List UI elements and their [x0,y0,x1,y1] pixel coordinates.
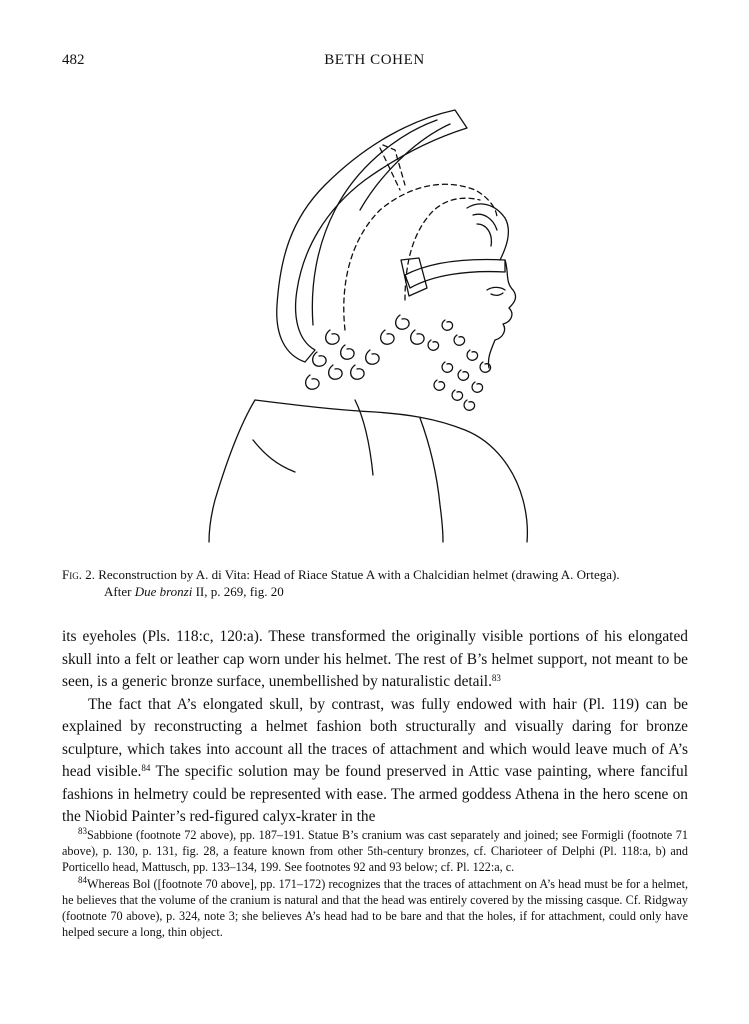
paragraph-2 [62,694,688,829]
footnote-text: Whereas Bol ([footnote 70 above], pp. 171–172) recognizes that the traces of attachment on A’s head must be for a helmet, he believes that the volume of the cranium is natural and that the head was entirely covered by the missing casque. Cf. Ridgway (footnote 70 above), p. 324, note 3; she believes A’s head had to be bare and that the holes, if for attachment, could only have helped secure a long, thin object. [62,876,688,940]
arm-fold [253,440,295,472]
back-outline [255,400,527,542]
footnote-83 [62,827,688,876]
footnote-ref-84[interactable]: 84 [141,763,151,773]
caption-post: II, p. 269, fig. 20 [192,584,284,599]
caption-pre: After [104,584,135,599]
back-muscle [420,418,443,542]
page-number: 482 [62,52,85,68]
footnotes [62,827,688,940]
hair-curls [306,315,424,389]
helmet-crest-inner [312,120,437,325]
footnote-84 [62,876,688,941]
running-head: BETH COHEN [324,52,425,68]
beard-curls [428,320,491,410]
crown-hair [467,204,508,260]
helmet-crest-outline [277,110,467,362]
paragraph-2-text-a: The fact that A’s elongated skull, by contrast, was fully endowed with hair (Pl. 119) can be explained by reconstructing a helmet fashion both structurally and visually daring for bronze sculpture, which takes into account all the traces of attachment and which would leave much of A’s head visible. [62,695,688,780]
footnote-number: 84 [78,874,87,885]
paragraph-2-text-b: The specific solution may be found preserved in Attic vase painting, where fanciful fashions in helmetry could be represented with ease. The armed goddess Athena in the hero scene on the Niobid Painter’s red-figured calyx-krater in the [62,763,688,825]
caption-text-line2 [62,583,702,600]
face-profile [488,260,515,368]
caption-text-line1: Reconstruction by A. di Vita: Head of Riace Statue A with a Chalcidian helmet (drawing A. Ortega). [98,567,620,582]
caption-italic-title: Due bronzi [134,584,193,599]
footnote-text: Sabbione (footnote 72 above), pp. 187–191. Statue B’s cranium was cast separately and joined; see Formigli (footnote 71 above), p. 130, p. 131, fig. 28, a feature known from other 5th-century bronzes, cf. Charioteer of Delphi (Pl. 118:a, b) and Porticello head, Mattusch, pp. 133–134, 199. See footnotes 92 and 93 below; cf. Pl. 122:a, c. [62,828,688,875]
figure-illustration [205,100,545,545]
body-text [62,626,688,829]
footnote-number: 83 [78,826,87,836]
footnote-ref-83[interactable]: 83 [491,673,501,683]
face-eye [487,287,505,295]
figure-caption [62,566,702,600]
helmet-head-drawing [205,100,545,545]
helmet-cap-dashed [344,184,497,330]
paragraph-1 [62,626,688,694]
paragraph-1-text: its eyeholes (Pls. 118:c, 120:a). These transformed the originally visible portions of his elongated skull into a felt or leather cap worn under his helmet. The rest of B’s helmet support, not meant to be seen, is a generic bronze surface, unembellished by naturalistic detail. [62,628,688,690]
shoulder-left [209,400,255,542]
caption-label: Fig. 2. [62,567,95,582]
helmet-crest-inner2 [360,124,450,210]
